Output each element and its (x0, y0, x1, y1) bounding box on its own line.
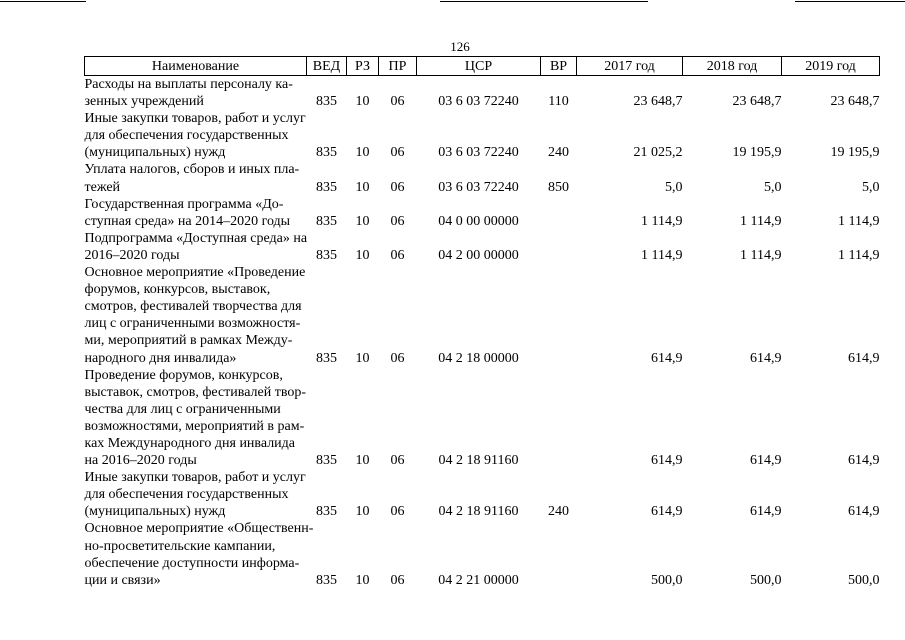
row-ved: 835 (316, 504, 337, 520)
row-rz: 10 (355, 94, 370, 110)
row-name-line: (муниципальных) нужд (84, 504, 226, 520)
row-name (85, 76, 307, 111)
header-2018: 2018 год (683, 57, 782, 76)
header-pr: ПР (379, 57, 417, 76)
row-name-line: народного дня инвалида» (84, 350, 237, 366)
row-2017: 5,0 (665, 179, 683, 195)
row-name-line: Уплата налогов, сборов и иных пла- (84, 162, 300, 178)
row-name-line: но-просветительские кампании, (84, 538, 276, 554)
table-row (85, 230, 880, 264)
table-row (85, 196, 880, 230)
row-ved: 835 (316, 247, 337, 263)
row-csr: 04 0 00 00000 (438, 213, 519, 229)
row-2018: 1 114,9 (740, 213, 782, 229)
row-name (85, 367, 307, 470)
row-2017: 1 114,9 (641, 213, 683, 229)
row-name-line: Государственная программа «До- (84, 196, 284, 212)
row-2018: 1 114,9 (740, 247, 782, 263)
row-name-line: (муниципальных) нужд (84, 145, 226, 161)
row-ved: 835 (316, 453, 337, 469)
budget-table (84, 56, 880, 589)
row-vr (541, 264, 577, 367)
row-name-line: Основное мероприятие «Проведение (84, 265, 306, 281)
page-number: 126 (450, 39, 470, 54)
row-name-line: Расходы на выплаты персоналу ка- (84, 77, 293, 92)
table-body (85, 76, 880, 589)
table-row (85, 161, 880, 195)
row-vr: 110 (548, 94, 569, 110)
scan-edge-mark-left (0, 1, 86, 2)
row-2018: 500,0 (750, 572, 782, 588)
row-ved: 835 (316, 145, 337, 161)
row-name (85, 161, 307, 195)
row-2019: 1 114,9 (838, 213, 880, 229)
scan-edge-mark-center (440, 1, 648, 2)
row-name-line: Подпрограмма «Доступная среда» на (84, 230, 308, 246)
row-vr: 240 (548, 504, 569, 520)
row-name-line: для обеспечения государственных (84, 128, 289, 144)
row-2017: 614,9 (651, 350, 683, 366)
row-name-line: 2016–2020 годы (84, 247, 180, 263)
row-pr: 06 (390, 179, 405, 195)
row-2018: 614,9 (750, 453, 782, 469)
row-name-line: ми, мероприятий в рамках Между- (84, 333, 293, 349)
row-pr: 06 (390, 504, 405, 520)
row-2019: 500,0 (848, 572, 880, 588)
row-csr: 03 6 03 72240 (438, 94, 519, 110)
row-vr (541, 196, 577, 230)
row-csr: 04 2 18 91160 (438, 453, 519, 469)
row-rz: 10 (355, 145, 370, 161)
row-name-line: ции и связи» (84, 572, 161, 588)
row-2019: 614,9 (848, 453, 880, 469)
row-rz: 10 (355, 247, 370, 263)
row-ved: 835 (316, 179, 337, 195)
row-2017: 21 025,2 (633, 145, 683, 161)
row-rz: 10 (355, 572, 370, 588)
row-name-line: Проведение форумов, конкурсов, (84, 367, 283, 383)
row-pr: 06 (390, 213, 405, 229)
row-ved: 835 (316, 213, 337, 229)
header-ved: ВЕД (307, 57, 347, 76)
row-pr: 06 (390, 350, 405, 366)
row-csr: 04 2 18 91160 (438, 504, 519, 520)
row-csr: 03 6 03 72240 (438, 179, 519, 195)
header-rz: РЗ (347, 57, 379, 76)
table-row (85, 76, 880, 111)
row-2017: 23 648,7 (633, 94, 683, 110)
row-2018: 5,0 (764, 179, 782, 195)
row-2017: 1 114,9 (641, 247, 683, 263)
row-2018: 614,9 (750, 350, 782, 366)
row-csr: 03 6 03 72240 (438, 145, 519, 161)
row-name-line: лиц с ограниченными возможностя- (84, 316, 301, 332)
header-csr: ЦСР (417, 57, 541, 76)
row-name-line: Иные закупки товаров, работ и услуг (84, 111, 306, 127)
row-rz: 10 (355, 504, 370, 520)
row-name (85, 264, 307, 367)
row-pr: 06 (390, 453, 405, 469)
row-name (84, 520, 314, 588)
row-pr: 06 (390, 94, 405, 110)
row-rz: 10 (355, 350, 370, 366)
row-pr: 06 (390, 145, 405, 161)
row-name-line: ках Международного дня инвалида (84, 435, 296, 451)
row-2017: 614,9 (651, 453, 683, 469)
row-vr: 850 (548, 179, 569, 195)
row-csr: 04 2 00 00000 (438, 247, 519, 263)
row-pr: 06 (390, 247, 405, 263)
header-2019: 2019 год (782, 57, 880, 76)
row-rz: 10 (355, 179, 370, 195)
row-name-line: на 2016–2020 годы (84, 453, 197, 469)
row-vr: 240 (548, 145, 569, 161)
row-2018: 19 195,9 (732, 145, 782, 161)
row-2019: 1 114,9 (838, 247, 880, 263)
row-2018: 23 648,7 (732, 94, 782, 110)
row-2019: 19 195,9 (830, 145, 880, 161)
header-2017: 2017 год (577, 57, 683, 76)
row-name-line: зенных учреждений (84, 94, 204, 110)
row-name (85, 110, 307, 161)
row-pr: 06 (390, 572, 405, 588)
table-header-row (85, 57, 880, 76)
row-rz: 10 (355, 213, 370, 229)
row-vr (541, 230, 577, 264)
row-rz: 10 (355, 453, 370, 469)
row-name-line: обеспечение доступности информа- (84, 555, 300, 571)
row-vr (541, 520, 577, 588)
row-2017: 614,9 (651, 504, 683, 520)
row-name-line: чества для лиц с ограниченными (84, 401, 281, 417)
row-csr: 04 2 21 00000 (438, 572, 519, 588)
row-name-line: Иные закупки товаров, работ и услуг (84, 470, 306, 486)
row-name-line: Основное мероприятие «Общественн- (84, 521, 314, 537)
header-vr: ВР (541, 57, 577, 76)
row-ved: 835 (316, 572, 337, 588)
row-name-line: выставок, смотров, фестивалей твор- (84, 384, 307, 400)
table-row (85, 367, 880, 470)
row-name-line: форумов, конкурсов, выставок, (84, 282, 271, 298)
row-csr: 04 2 18 00000 (438, 350, 519, 366)
row-name (85, 196, 307, 230)
table-row (85, 520, 880, 588)
row-name-line: возможностями, мероприятий в рам- (84, 418, 305, 434)
row-name-line: ступная среда» на 2014–2020 годы (84, 213, 291, 229)
row-name (85, 230, 307, 264)
row-vr (541, 367, 577, 470)
row-2019: 614,9 (848, 504, 880, 520)
row-name-line: для обеспечения государственных (84, 487, 289, 503)
table-row (85, 110, 880, 161)
row-ved: 835 (316, 94, 337, 110)
table-row (85, 469, 880, 520)
row-name (85, 469, 307, 520)
row-2019: 23 648,7 (830, 94, 880, 110)
scan-edge-mark-right (795, 1, 905, 2)
row-2018: 614,9 (750, 504, 782, 520)
header-name: Наименование (85, 57, 307, 76)
row-name-line: тежей (84, 179, 121, 195)
row-name-line: смотров, фестивалей творчества для (84, 299, 302, 315)
row-ved: 835 (316, 350, 337, 366)
table-row (85, 264, 880, 367)
row-2017: 500,0 (651, 572, 683, 588)
row-2019: 5,0 (862, 179, 880, 195)
row-2019: 614,9 (848, 350, 880, 366)
